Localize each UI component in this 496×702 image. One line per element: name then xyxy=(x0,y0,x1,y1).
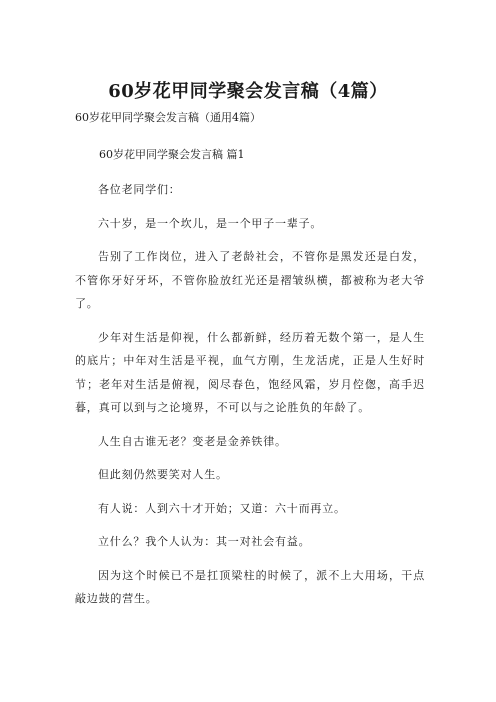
paragraph: 因为这个时候已不是扛顶梁柱的时候了，派不上大用场，干点敲边鼓的营生。 xyxy=(75,568,425,605)
paragraph: 六十岁，是一个坎儿，是一个甲子一辈子。 xyxy=(98,216,323,230)
paragraph: 立什么？我个人认为：其一对社会有益。 xyxy=(98,535,311,548)
paragraph: 但此刻仍然要笑对人生。 xyxy=(98,468,228,481)
document-title: 60岁花甲同学聚会发言稿（4篇） xyxy=(108,81,388,102)
paragraph: 告别了工作岗位，进入了老龄社会，不管你是黑发还是白发，不管你牙好牙坏，不管你脸放红光还是褶皱纵横，都被称为老大爷了。 xyxy=(75,250,425,310)
paragraph: 人生自古谁无老？变老是金养铁律。 xyxy=(98,434,287,448)
paragraph: 少年对生活是仰视，什么都新鲜，经历着无数个第一，是人生的底片；中年对生活是平视，血气方刚，生龙活虎，正是人生好时节；老年对生活是俯视，阅尽春色，饱经风霜，岁月倥偬，高手迟暮，真可以到与之论境界，不可以与之论胜负的年龄了。 xyxy=(75,330,425,414)
paragraph: 有人说：人到六十才开始；又道：六十而再立。 xyxy=(98,501,346,515)
document-body xyxy=(75,178,425,621)
paragraph-greeting: 各位老同学们： xyxy=(98,183,181,196)
document-subtitle: 60岁花甲同学聚会发言稿（通用4篇） xyxy=(75,111,261,124)
section-heading: 60岁花甲同学聚会发言稿 篇1 xyxy=(99,148,245,161)
